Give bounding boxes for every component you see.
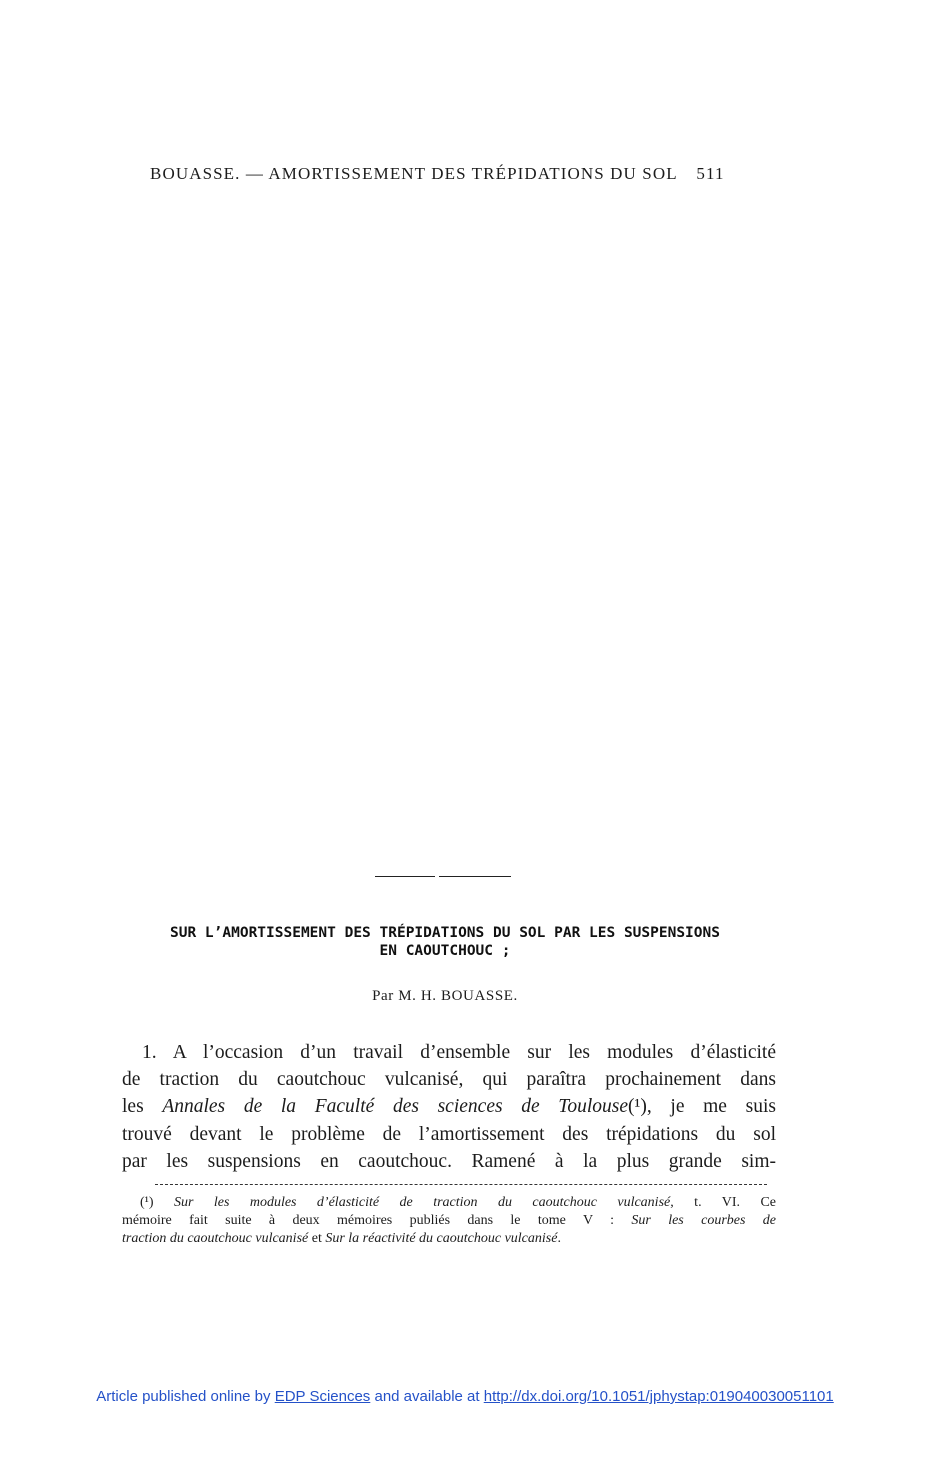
footnote-ref: (¹) bbox=[628, 1096, 647, 1118]
article-title-line2: EN CAOUTCHOUC ; bbox=[379, 943, 511, 959]
footnote-marker: (¹) bbox=[140, 1195, 174, 1210]
body-line: par les suspensions en caoutchouc. Ramené à la plus grande sim- bbox=[122, 1150, 776, 1172]
footnote-italic: Sur la réactivité du caoutchouc vulcanisé bbox=[325, 1231, 558, 1246]
body-line: de traction du caoutchouc vulcanisé, qui paraîtra prochainement dans bbox=[122, 1069, 776, 1091]
footnote bbox=[122, 1194, 776, 1248]
footnote-line bbox=[122, 1212, 776, 1230]
journal-name: Annales de la Faculté des sciences de Toulouse bbox=[162, 1096, 629, 1118]
publisher-notice bbox=[0, 1388, 930, 1405]
publisher-link[interactable]: EDP Sciences bbox=[274, 1388, 371, 1405]
footnote-italic: Sur les courbes de bbox=[631, 1213, 776, 1228]
footnote-text: . bbox=[557, 1231, 561, 1246]
doi-link[interactable]: http://dx.doi.org/10.1051/jphystap:019040030051101 bbox=[483, 1388, 834, 1405]
publisher-middle: and available at bbox=[370, 1388, 484, 1405]
footnote-text: et bbox=[308, 1231, 326, 1246]
page-number: 511 bbox=[696, 164, 725, 183]
footnote-italic: traction du caoutchouc vulcanisé bbox=[122, 1231, 309, 1246]
article-title bbox=[120, 924, 770, 960]
publisher-prefix: Article published online by bbox=[96, 1388, 275, 1405]
body-line: trouvé devant le problème de l’amortissement des trépidations du sol bbox=[122, 1123, 776, 1145]
ornament-divider bbox=[375, 875, 511, 879]
running-head-title: BOUASSE. — AMORTISSEMENT DES TRÉPIDATIONS DU SOL bbox=[150, 164, 678, 183]
running-head bbox=[150, 164, 790, 184]
body-text: , je me suis bbox=[646, 1096, 776, 1118]
footnote-line bbox=[122, 1230, 776, 1248]
footnote-line bbox=[122, 1194, 776, 1212]
footnote-italic: Sur les modules d’élasticité de traction du caoutchouc vulcanisé bbox=[173, 1195, 671, 1210]
author-byline: Par M. H. BOUASSE. bbox=[372, 988, 518, 1004]
body-text: les bbox=[122, 1096, 163, 1118]
footnote-text: , t. VI. Ce bbox=[670, 1195, 777, 1210]
footnote-rule bbox=[155, 1184, 767, 1185]
body-line bbox=[122, 1093, 776, 1120]
footnote-text: mémoire fait suite à deux mémoires publiés dans le tome V : bbox=[122, 1213, 632, 1228]
body-line: 1. A l’occasion d’un travail d’ensemble sur les modules d’élasticité bbox=[142, 1042, 776, 1063]
body-paragraph bbox=[122, 1039, 776, 1175]
article-title-line1: SUR L’AMORTISSEMENT DES TRÉPIDATIONS DU SOL PAR LES SUSPENSIONS bbox=[170, 925, 720, 941]
